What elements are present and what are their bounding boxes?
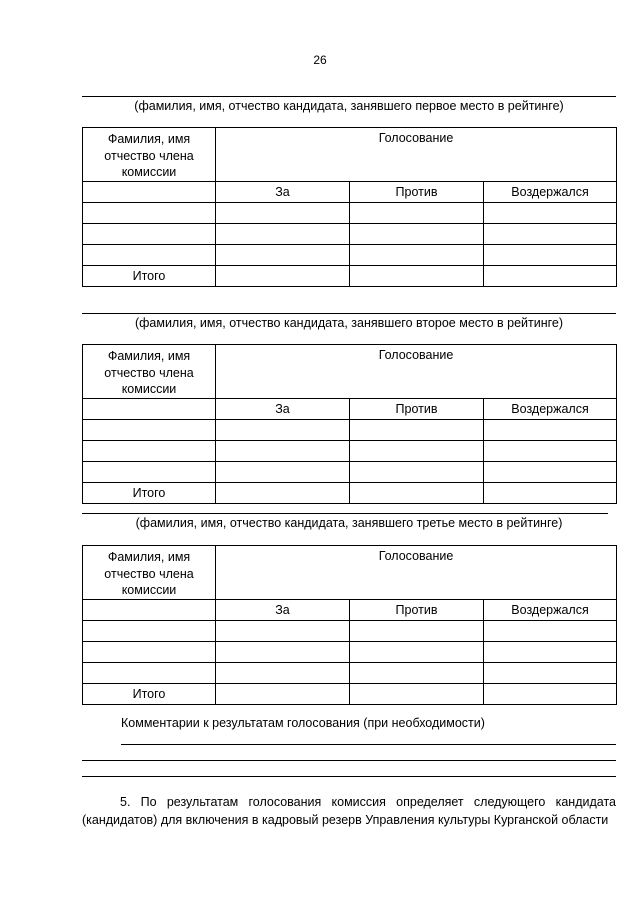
comment-line-2 [82,760,616,761]
column-for: За [216,398,350,419]
voting-table-1 [82,127,617,287]
vote-header: Голосование [216,128,617,182]
member-header: Фамилия, имя отчество члена комиссии [83,345,216,399]
candidate-caption-2: (фамилия, имя, отчество кандидата, занявшего второе место в рейтинге) [134,316,564,330]
column-for: За [216,599,350,620]
candidate-caption-3: (фамилия, имя, отчество кандидата, занявшего третье место в рейтинге) [135,516,563,530]
member-cell [83,181,216,202]
total-label: Итого [83,683,216,704]
column-abstained: Воздержался [484,181,617,202]
total-label: Итого [83,265,216,286]
member-header: Фамилия, имя отчество члена комиссии [83,546,216,600]
member-cell [83,599,216,620]
paragraph-5: 5. По результатам голосования комиссия определяет следующего кандидата (кандидатов) для включения в кадровый резерв Управления культуры Курганской области [82,795,616,827]
table-row [83,662,617,683]
member-cell [83,398,216,419]
comment-line-3 [82,776,616,777]
candidate-caption-1: (фамилия, имя, отчество кандидата, занявшего первое место в рейтинге) [134,99,564,113]
vote-header: Голосование [216,546,617,600]
table-row [83,223,617,244]
comment-label: Комментарии к результатам голосования (при необходимости) [121,716,485,730]
voting-table-2 [82,344,617,504]
candidate-name-line-3 [82,513,608,514]
column-against: Против [350,398,484,419]
candidate-name-line-1 [82,96,616,97]
table-row [83,419,617,440]
total-label: Итого [83,482,216,503]
voting-table-3 [82,545,617,705]
column-against: Против [350,599,484,620]
comment-line-1 [121,744,616,745]
column-against: Против [350,181,484,202]
candidate-name-line-2 [82,313,616,314]
page-number: 26 [313,53,327,67]
column-for: За [216,181,350,202]
table-row [83,620,617,641]
column-abstained: Воздержался [484,398,617,419]
table-row [83,440,617,461]
table-row [83,202,617,223]
vote-header: Голосование [216,345,617,399]
member-header: Фамилия, имя отчество члена комиссии [83,128,216,182]
table-row [83,641,617,662]
table-row [83,461,617,482]
table-row [83,244,617,265]
column-abstained: Воздержался [484,599,617,620]
